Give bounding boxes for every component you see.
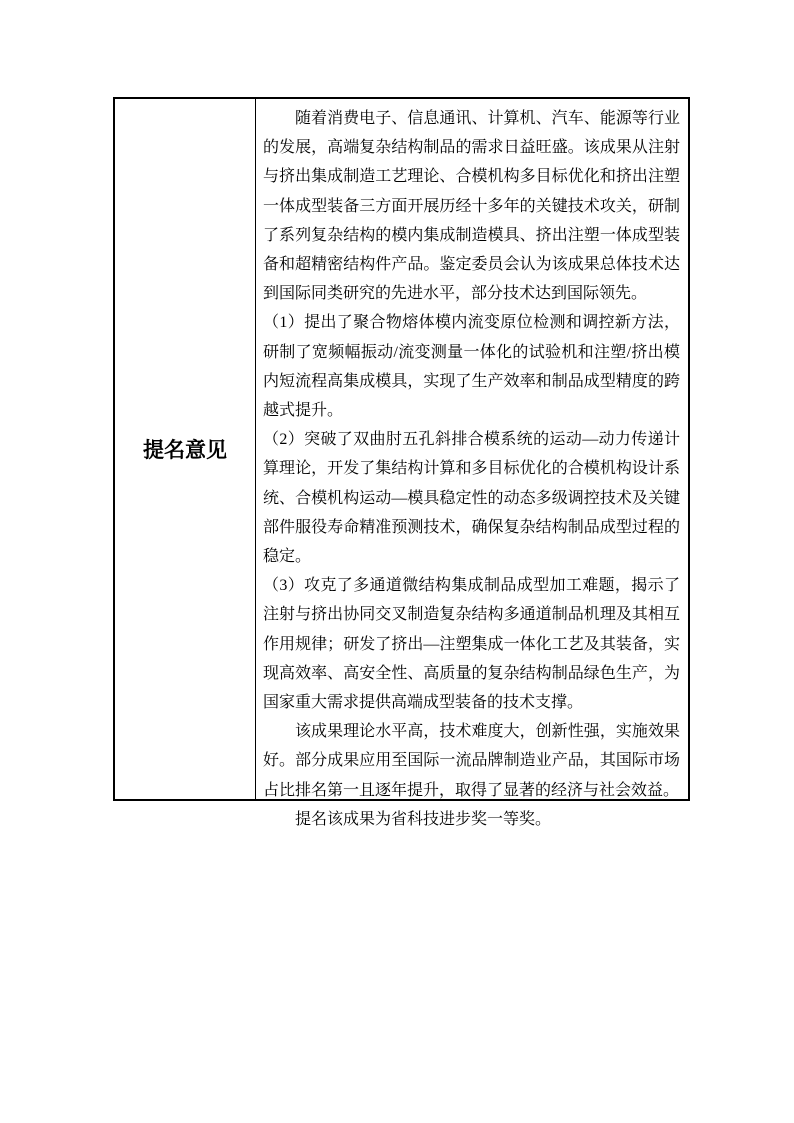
row-label: 提名意见 bbox=[143, 438, 227, 462]
opinion-paragraph-intro: 随着消费电子、信息通讯、计算机、汽车、能源等行业的发展，高端复杂结构制品的需求日益旺盛。该成果从注射与挤出集成制造工艺理论、合模机构多目标优化和挤出注塑一体成型装备三方面开展历经十多年的关键技术攻关，研制了系列复杂结构的模内集成制造模具、挤出注塑一体成型装备和超精密结构件产品。鉴定委员会认为该成果总体技术达到国际同类研究的先进水平，部分技术达到国际领先。 bbox=[263, 110, 680, 303]
opinion-paragraph-point-2: （2）突破了双曲肘五孔斜排合模系统的运动—动力传递计算理论，开发了集结构计算和多目标优化的合模机构设计系统、合模机构运动—模具稳定性的动态多级调控技术及关键部件服役寿命精准预测技术，确保复杂结构制品成型过程的稳定。 bbox=[263, 431, 680, 566]
opinion-paragraph-conclusion: 提名该成果为省科技进步奖一等奖。 bbox=[295, 810, 552, 828]
opinion-paragraph-point-3: （3）攻克了多通道微结构集成制品成型加工难题，揭示了注射与挤出协同交叉制造复杂结构多通道制品机理及其相互作用规律；研发了挤出—注塑集成一体化工艺及其装备，实现高效率、高安全性、高质量的复杂结构制品绿色生产，为国家重大需求提供高端成型装备的技术支撑。 bbox=[263, 577, 680, 712]
opinion-content-cell bbox=[256, 99, 688, 828]
row-label-cell bbox=[115, 99, 256, 799]
nomination-opinion-table bbox=[113, 97, 690, 828]
opinion-paragraph-evaluation: 该成果理论水平高，技术难度大，创新性强，实施效果好。部分成果应用至国际一流品牌制造业产品，其国际市场占比排名第一且逐年提升，取得了显著的经济与社会效益。 bbox=[263, 723, 680, 799]
opinion-paragraph-point-1: （1）提出了聚合物熔体模内流变原位检测和调控新方法，研制了宽频幅振动/流变测量一体化的试验机和注塑/挤出模内短流程高集成模具，实现了生产效率和制品成型精度的跨越式提升。 bbox=[263, 314, 680, 420]
